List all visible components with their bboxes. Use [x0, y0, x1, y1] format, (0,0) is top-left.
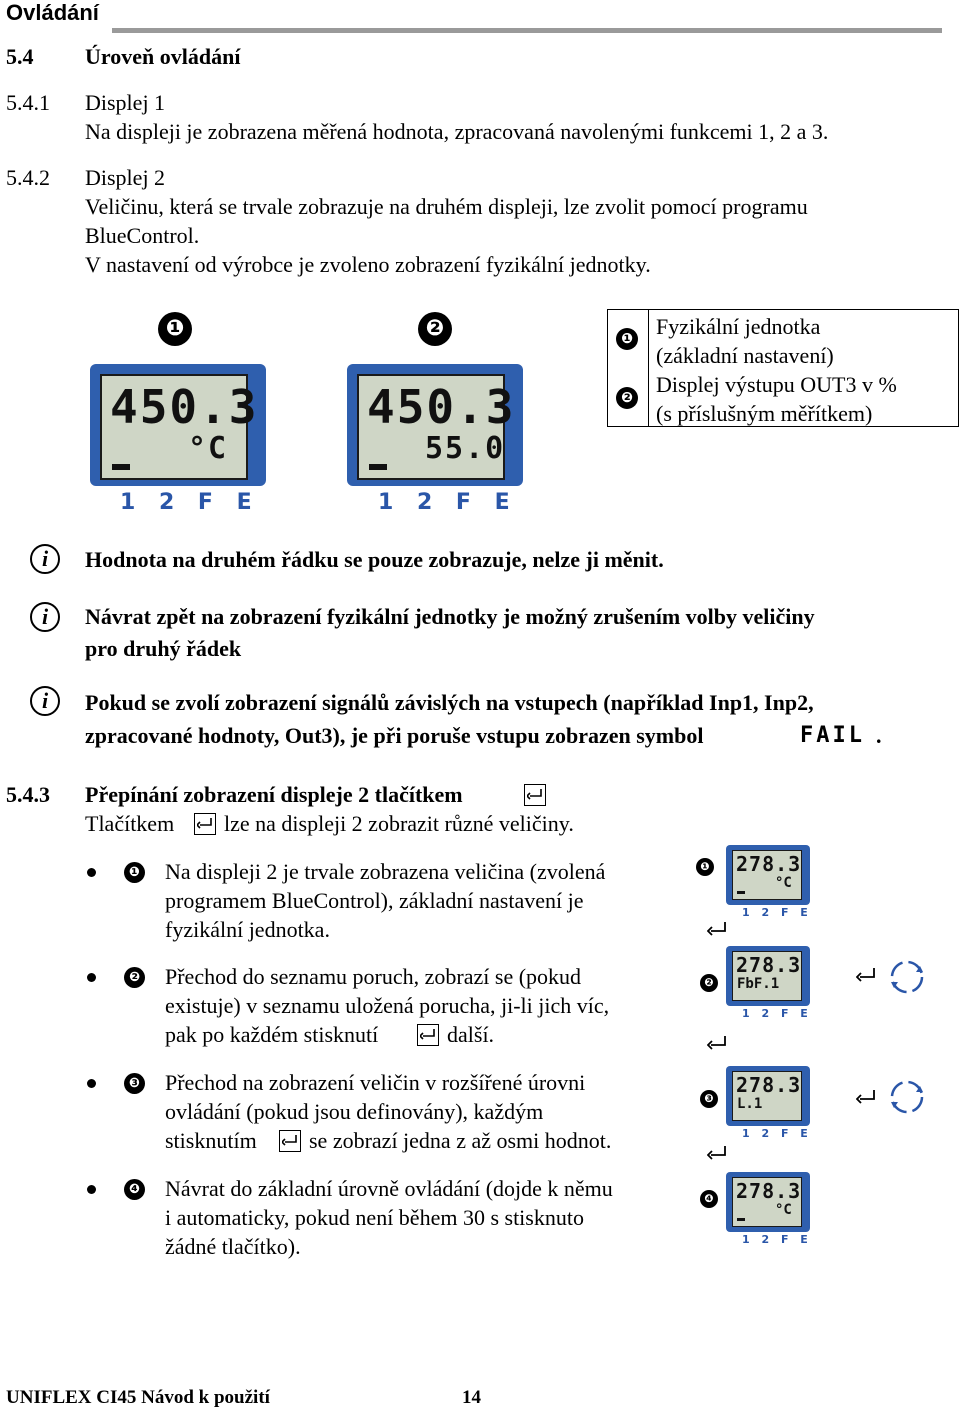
enter-key-icon — [279, 1130, 301, 1152]
list-text: programem BlueControl), základní nastavení je — [165, 888, 584, 913]
section-number: 5.4.1 — [6, 90, 50, 115]
header-title: Ovládání — [6, 0, 99, 25]
lcd-cursor — [737, 1218, 745, 1221]
enter-arrow-icon — [707, 922, 727, 938]
list-text: ovládání (pokud jsou definovány), každým — [165, 1099, 544, 1124]
list-text: Přechod do seznamu poruch, zobrazí se (pokud — [165, 964, 582, 989]
list-text: pak po každém stisknutí — [165, 1022, 379, 1047]
list-text: i automaticky, pokud není během 30 s stisknuto — [165, 1205, 584, 1230]
lcd-line1: 450.3 — [110, 380, 259, 434]
lcd-screen — [732, 1071, 802, 1121]
paragraph: lze na displeji 2 zobrazit různé veličiny. — [224, 811, 574, 836]
section-title: Displej 1 — [85, 90, 166, 115]
section-number: 5.4.2 — [6, 165, 50, 190]
enter-key-icon — [194, 813, 216, 835]
list-text: se zobrazí jedna z až osmi hodnot. — [309, 1128, 612, 1153]
small-display-4 — [726, 1172, 810, 1232]
cycle-icon — [886, 1076, 928, 1118]
footer-text: UNIFLEX CI45 Návod k použití — [6, 1387, 270, 1408]
enter-arrow-icon — [856, 1090, 876, 1106]
list-marker-1: ❶ — [124, 862, 145, 883]
page-number: 14 — [462, 1387, 481, 1408]
section-title: Úroveň ovládání — [85, 44, 241, 69]
cycle-icon — [886, 956, 928, 998]
lcd-cursor — [112, 464, 130, 470]
note-text: pro druhý řádek — [85, 636, 242, 661]
list-marker-2: ❷ — [124, 967, 145, 988]
lcd-line1: 450.3 — [367, 380, 516, 434]
legend-text: Displej výstupu OUT3 v % — [656, 372, 897, 397]
paragraph: Tlačítkem — [85, 811, 175, 836]
lcd-screen — [732, 1177, 802, 1227]
enter-arrow-icon — [707, 1146, 727, 1162]
section-title: Displej 2 — [85, 165, 166, 190]
display-device-2 — [347, 364, 523, 486]
small-marker-1: ❶ — [696, 858, 714, 876]
list-text: existuje) v seznamu uložená porucha, ji-li jich víc, — [165, 993, 610, 1018]
device-keys: 1 2 F E — [742, 1007, 812, 1020]
lcd-line1: 278.3 — [736, 1073, 802, 1097]
legend-marker-1: ❶ — [616, 328, 638, 350]
lcd-screen — [732, 951, 802, 1001]
legend-text: (s příslušným měřítkem) — [656, 401, 873, 426]
paragraph: V nastavení od výrobce je zvoleno zobrazení fyzikální jednotky. — [85, 252, 651, 277]
note-text: Návrat zpět na zobrazení fyzikální jednotky je možný zrušením volby veličiny — [85, 604, 815, 629]
lcd-cursor — [369, 464, 387, 470]
legend-marker-2: ❷ — [616, 387, 638, 409]
small-display-2 — [726, 946, 810, 1006]
small-marker-4: ❹ — [700, 1190, 718, 1208]
list-text: Přechod na zobrazení veličin v rozšířené úrovni — [165, 1070, 586, 1095]
list-text: žádné tlačítko). — [165, 1234, 301, 1259]
enter-arrow-icon — [856, 968, 876, 984]
bullet — [87, 1079, 96, 1088]
lcd-line2: °C — [775, 1202, 792, 1218]
small-display-1 — [726, 845, 810, 905]
lcd-line1: 278.3 — [736, 1179, 802, 1203]
enter-arrow-icon — [707, 1036, 727, 1052]
list-text: fyzikální jednotka. — [165, 917, 330, 942]
info-icon: i — [30, 686, 60, 716]
legend-divider — [648, 310, 649, 426]
device-keys: 1 2 F E — [378, 490, 518, 515]
lcd-screen — [100, 374, 259, 480]
device-keys: 1 2 F E — [742, 1127, 812, 1140]
marker-2: ❷ — [418, 312, 452, 346]
list-text: další. — [447, 1022, 495, 1047]
paragraph: BlueControl. — [85, 223, 200, 248]
info-icon: i — [30, 544, 60, 574]
note-text: zpracované hodnoty, Out3), je při poruše vstupu zobrazen symbol — [85, 723, 704, 748]
small-marker-3: ❸ — [700, 1090, 718, 1108]
enter-key-icon — [417, 1024, 439, 1046]
lcd-screen — [732, 850, 802, 900]
lcd-line1: 278.3 — [736, 953, 802, 977]
enter-key-icon — [524, 784, 546, 806]
marker-1: ❶ — [158, 312, 192, 346]
bullet — [87, 1185, 96, 1194]
lcd-line2: L.1 — [737, 1096, 763, 1112]
list-marker-4: ❹ — [124, 1179, 145, 1200]
lcd-line2: 55.0 — [425, 431, 506, 466]
info-icon: i — [30, 602, 60, 632]
small-display-3 — [726, 1066, 810, 1126]
section-number: 5.4 — [6, 44, 34, 69]
display-device-1 — [90, 364, 266, 486]
header-rule — [112, 28, 942, 33]
device-keys: 1 2 F E — [742, 1233, 812, 1246]
paragraph: Veličinu, která se trvale zobrazuje na druhém displeji, lze zvolit pomocí programu — [85, 194, 808, 219]
lcd-screen — [357, 374, 516, 480]
section-number: 5.4.3 — [6, 782, 50, 807]
legend-text: Fyzikální jednotka — [656, 314, 821, 339]
small-marker-2: ❷ — [700, 974, 718, 992]
legend-text: (základní nastavení) — [656, 343, 834, 368]
device-keys: 1 2 F E — [742, 906, 812, 919]
bullet — [87, 973, 96, 982]
section-title: Přepínání zobrazení displeje 2 tlačítkem — [85, 782, 463, 807]
lcd-line1: 278.3 — [736, 852, 802, 876]
list-text: Na displeji 2 je trvale zobrazena veličina (zvolená — [165, 859, 606, 884]
lcd-line2: °C — [188, 431, 229, 466]
list-marker-3: ❸ — [124, 1073, 145, 1094]
note-text: Pokud se zvolí zobrazení signálů závislých na vstupech (například Inp1, Inp2, — [85, 690, 814, 715]
device-keys: 1 2 F E — [120, 490, 260, 515]
legend-table — [607, 309, 959, 427]
bullet — [87, 868, 96, 877]
list-text: Návrat do základní úrovně ovládání (dojde k němu — [165, 1176, 613, 1201]
fail-symbol: FAIL — [800, 723, 865, 748]
lcd-line2: °C — [775, 875, 792, 891]
list-text: stisknutím — [165, 1128, 257, 1153]
lcd-cursor — [737, 891, 745, 894]
lcd-line2: FbF.1 — [737, 976, 780, 992]
note-text: . — [876, 723, 882, 748]
note-text: Hodnota na druhém řádku se pouze zobrazuje, nelze ji měnit. — [85, 547, 664, 572]
paragraph: Na displeji je zobrazena měřená hodnota, zpracovaná navolenými funkcemi 1, 2 a 3. — [85, 119, 829, 144]
